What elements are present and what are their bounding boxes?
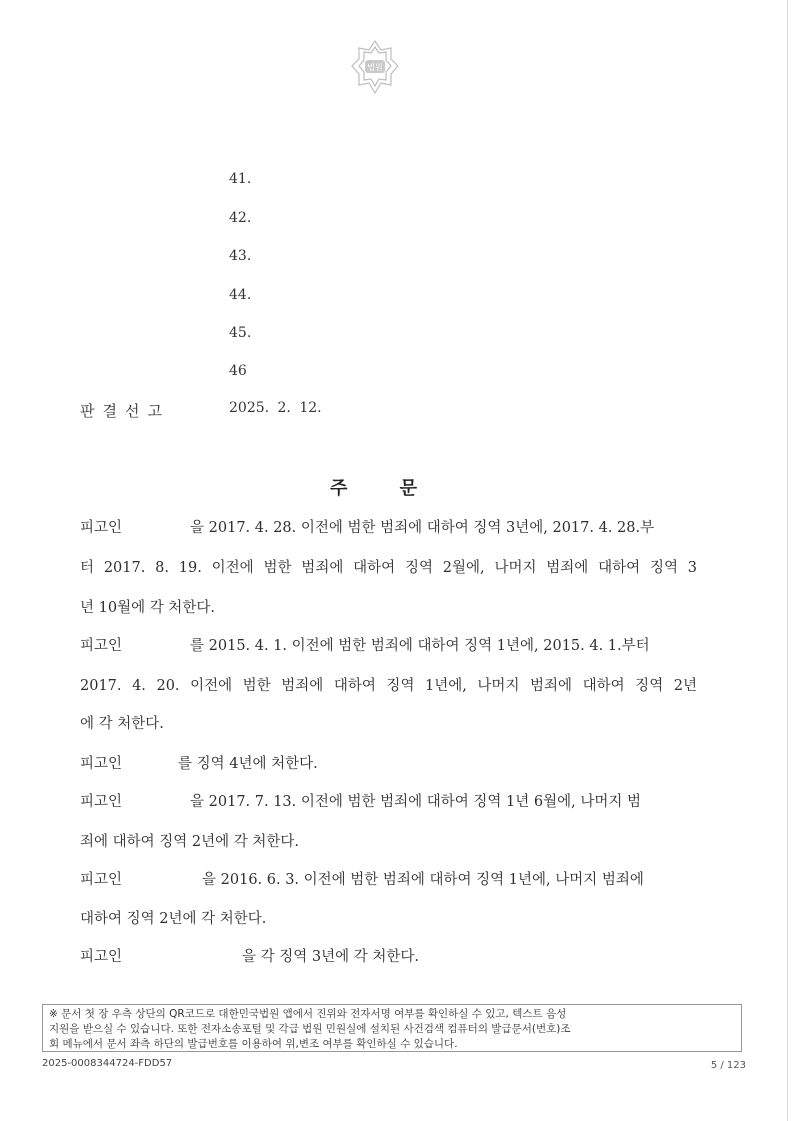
text-line: 피고인 를 2015. 4. 1. 이전에 범한 범죄에 대하여 징역 1년에, 2015. 4. 1.부터 <box>80 638 650 654</box>
section-heading: 주 문 <box>330 478 418 499</box>
page-number: 5 / 123 <box>710 1060 746 1071</box>
text-line: 년 10월에 각 처한다. <box>80 600 215 616</box>
text-line: 2017. 4. 20. 이전에 범한 범죄에 대하여 징역 1년에, 나머지 범죄에 대하여 징역 2년 <box>80 678 697 694</box>
notice-line: ※ 문서 첫 장 우측 상단의 QR코드로 대한민국법원 앱에서 진위와 전자서명 여부를 확인하실 수 있고, 텍스트 음성 <box>49 1008 567 1020</box>
court-emblem-icon <box>350 38 400 96</box>
list-number: 45. <box>229 325 252 341</box>
ruling-label: 판결선고 <box>80 402 170 420</box>
text-line: 죄에 대하여 징역 2년에 각 처한다. <box>80 834 299 850</box>
emblem-seal-text: 법원 <box>367 63 383 72</box>
text-line: 피고인 을 각 징역 3년에 각 처한다. <box>80 949 419 965</box>
text-line: 피고인 을 2017. 4. 28. 이전에 범한 범죄에 대하여 징역 3년에, 2017. 4. 28.부 <box>80 520 655 536</box>
text-line: 터 2017. 8. 19. 이전에 범한 범죄에 대하여 징역 2월에, 나머지 범죄에 대하여 징역 3 <box>80 560 697 576</box>
text-line: 피고인 을 2017. 7. 13. 이전에 범한 범죄에 대하여 징역 1년 6월에, 나머지 범 <box>80 794 641 810</box>
notice-line: 회 메뉴에서 문서 좌측 하단의 발급번호를 이용하여 위,변조 여부를 확인하실 수 있습니다. <box>49 1038 458 1050</box>
text-line: 에 각 처한다. <box>80 716 164 732</box>
ruling-date: 2025. 2. 12. <box>229 400 322 416</box>
list-number: 41. <box>229 171 252 187</box>
document-number: 2025-0008344724-FDD57 <box>42 1058 173 1069</box>
notice-line: 지원을 받으실 수 있습니다. 또한 전자소송포털 및 각급 법원 민원실에 설치된 사건검색 컴퓨터의 발급문서(번호)조 <box>49 1023 571 1035</box>
list-number: 43. <box>229 248 252 264</box>
page-edge-line <box>787 0 788 1121</box>
list-number: 46 <box>229 363 247 379</box>
verification-notice <box>42 1004 742 1052</box>
text-line: 피고인 를 징역 4년에 처한다. <box>80 756 318 772</box>
list-number: 44. <box>229 287 252 303</box>
text-line: 대하여 징역 2년에 각 처한다. <box>80 911 267 927</box>
list-number: 42. <box>229 210 252 226</box>
text-line: 피고인 을 2016. 6. 3. 이전에 범한 범죄에 대하여 징역 1년에, 나머지 범죄에 <box>80 872 644 888</box>
